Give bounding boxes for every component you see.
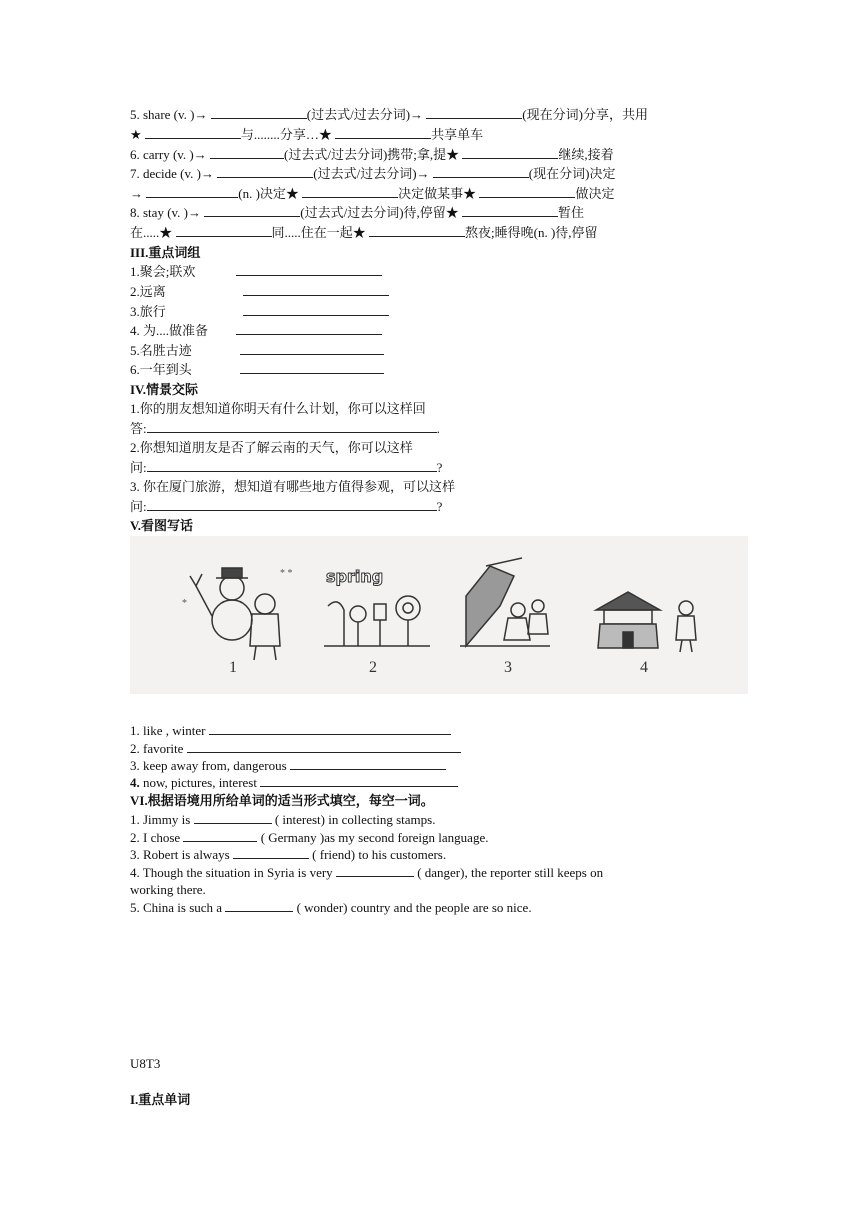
line-stay-2 bbox=[130, 224, 598, 241]
text: 决定做某事★ bbox=[398, 186, 480, 201]
text: 4. 为....做准备 bbox=[130, 323, 209, 338]
phrase-item bbox=[130, 342, 384, 359]
text: 2. favorite bbox=[130, 741, 187, 756]
blank[interactable] bbox=[335, 126, 431, 139]
text: 1. like , winter bbox=[130, 723, 209, 738]
text: → bbox=[130, 186, 147, 201]
text: 共享单车 bbox=[431, 127, 484, 142]
blank[interactable] bbox=[233, 846, 309, 859]
text: ★ bbox=[130, 127, 145, 142]
question-text: 1.你的朋友想知道你明天有什么计划，你可以这样回 bbox=[130, 401, 426, 416]
fill-item bbox=[130, 829, 488, 846]
text: 2.远离 bbox=[130, 284, 166, 299]
blank[interactable] bbox=[240, 361, 384, 374]
phrase-item bbox=[130, 322, 382, 339]
line-decide-1 bbox=[130, 165, 615, 182]
fill-item-continued: working there. bbox=[130, 882, 206, 897]
answer-line bbox=[130, 420, 440, 437]
blank[interactable] bbox=[194, 811, 272, 824]
text: 5. China is such a bbox=[130, 900, 226, 915]
blank[interactable] bbox=[462, 204, 558, 217]
section-heading: I.重点单词 bbox=[130, 1092, 191, 1107]
text: 暂住 bbox=[558, 205, 585, 220]
text: 2. I chose bbox=[130, 830, 184, 845]
text: 与........分享…★ bbox=[240, 127, 336, 142]
blank[interactable] bbox=[479, 185, 575, 198]
blank[interactable] bbox=[183, 829, 257, 842]
text: ( Germany )as my second foreign language. bbox=[257, 830, 489, 845]
text: (过去式/过去分词)→ bbox=[306, 107, 427, 122]
text: 答: bbox=[130, 421, 147, 436]
writing-prompt bbox=[130, 774, 458, 791]
blank[interactable] bbox=[210, 146, 284, 159]
spring-text: spring bbox=[326, 567, 384, 586]
line-share-1 bbox=[130, 106, 648, 123]
text: (现在分词)决定 bbox=[528, 166, 616, 181]
question-text: 2.你想知道朋友是否了解云南的天气，你可以这样 bbox=[130, 440, 413, 455]
text: now, pictures, interest bbox=[139, 775, 261, 790]
picture-illustrations bbox=[130, 536, 748, 694]
blank[interactable] bbox=[147, 420, 437, 433]
phrase-item bbox=[130, 361, 384, 378]
text: 1. Jimmy is bbox=[130, 812, 194, 827]
picture-number: 2 bbox=[369, 659, 377, 676]
blank[interactable] bbox=[209, 722, 451, 735]
line-stay-1 bbox=[130, 204, 584, 221]
blank[interactable] bbox=[243, 283, 389, 296]
text: 6.一年到头 bbox=[130, 362, 192, 377]
line-share-2 bbox=[130, 126, 483, 143]
text: (过去式/过去分词)携带;拿,提★ bbox=[284, 147, 463, 162]
writing-prompt bbox=[130, 722, 451, 739]
blank[interactable] bbox=[187, 740, 461, 753]
phrase-item bbox=[130, 303, 389, 320]
text: ( interest) in collecting stamps. bbox=[271, 812, 436, 827]
text: (现在分词)分享，共用 bbox=[522, 107, 648, 122]
text: ( wonder) country and the people are so nice. bbox=[293, 900, 532, 915]
picture-strip bbox=[130, 536, 748, 694]
svg-text:*: * bbox=[182, 598, 187, 609]
tiananmen-picture bbox=[596, 592, 696, 652]
section-heading: III.重点词组 bbox=[130, 245, 201, 260]
text: ( danger), the reporter still keeps on bbox=[413, 865, 604, 880]
blank[interactable] bbox=[336, 864, 414, 877]
text: 5. share (v. )→ bbox=[130, 107, 211, 122]
text: 熬夜;睡得晚(n. )待,停留 bbox=[465, 225, 598, 240]
text: 4. Though the situation in Syria is very bbox=[130, 865, 336, 880]
fill-item bbox=[130, 899, 532, 916]
section-heading: V.看图写话 bbox=[130, 518, 193, 533]
text: 同.....住在一起★ bbox=[271, 225, 370, 240]
blank[interactable] bbox=[146, 185, 238, 198]
blank[interactable] bbox=[260, 774, 458, 787]
text: 3. Robert is always bbox=[130, 847, 233, 862]
phrase-item bbox=[130, 263, 382, 280]
blank[interactable] bbox=[217, 165, 313, 178]
blank[interactable] bbox=[204, 204, 300, 217]
section-heading: VI.根据语境用所给单词的适当形式填空，每空一词。 bbox=[130, 793, 434, 808]
spring-picture bbox=[324, 567, 430, 646]
unit-title: U8T3 bbox=[130, 1056, 161, 1071]
fill-item bbox=[130, 846, 446, 863]
text: 问: bbox=[130, 460, 147, 475]
blank[interactable] bbox=[211, 106, 307, 119]
text: 4. bbox=[130, 775, 140, 790]
text: (过去式/过去分词)待,停留★ bbox=[300, 205, 463, 220]
answer-line bbox=[130, 498, 442, 515]
danger-picture bbox=[460, 558, 550, 646]
text: 5.名胜古迹 bbox=[130, 343, 192, 358]
picture-number: 3 bbox=[504, 659, 512, 676]
blank[interactable] bbox=[290, 757, 446, 770]
text: 在.....★ bbox=[130, 225, 176, 240]
text: ? bbox=[436, 499, 443, 514]
blank[interactable] bbox=[462, 146, 558, 159]
svg-text:* *: * * bbox=[280, 568, 293, 579]
blank[interactable] bbox=[236, 263, 382, 276]
blank[interactable] bbox=[147, 459, 437, 472]
writing-prompt bbox=[130, 757, 446, 774]
text: 3.旅行 bbox=[130, 304, 166, 319]
question-text: 3. 你在厦门旅游，想知道有哪些地方值得参观，可以这样 bbox=[130, 479, 456, 494]
blank[interactable] bbox=[176, 224, 272, 237]
fill-item bbox=[130, 864, 603, 881]
section-heading: IV.情景交际 bbox=[130, 382, 199, 397]
text: 问: bbox=[130, 499, 147, 514]
blank[interactable] bbox=[433, 165, 529, 178]
blank[interactable] bbox=[145, 126, 241, 139]
picture-number: 4 bbox=[640, 659, 648, 676]
snowman-picture bbox=[182, 568, 293, 660]
blank[interactable] bbox=[240, 342, 384, 355]
text: 1.聚会;联欢 bbox=[130, 264, 196, 279]
text: ? bbox=[436, 460, 443, 475]
text: 做决定 bbox=[575, 186, 615, 201]
text: ( friend) to his customers. bbox=[308, 847, 447, 862]
text: 继续,接着 bbox=[558, 147, 614, 162]
blank[interactable] bbox=[236, 322, 382, 335]
text: . bbox=[436, 421, 440, 436]
text: 7. decide (v. )→ bbox=[130, 166, 218, 181]
phrase-item bbox=[130, 283, 389, 300]
fill-item bbox=[130, 811, 435, 828]
answer-line bbox=[130, 459, 442, 476]
blank[interactable] bbox=[369, 224, 465, 237]
writing-prompt bbox=[130, 740, 461, 757]
text: (n. )决定★ bbox=[238, 186, 303, 201]
text: 6. carry (v. )→ bbox=[130, 147, 211, 162]
blank[interactable] bbox=[302, 185, 398, 198]
text: 8. stay (v. )→ bbox=[130, 205, 205, 220]
blank[interactable] bbox=[426, 106, 522, 119]
line-decide-2 bbox=[130, 185, 614, 202]
picture-number: 1 bbox=[229, 659, 237, 676]
text: 3. keep away from, dangerous bbox=[130, 758, 290, 773]
line-carry bbox=[130, 146, 614, 163]
blank[interactable] bbox=[243, 303, 389, 316]
blank[interactable] bbox=[225, 899, 293, 912]
blank[interactable] bbox=[147, 498, 437, 511]
text: (过去式/过去分词)→ bbox=[313, 166, 433, 181]
